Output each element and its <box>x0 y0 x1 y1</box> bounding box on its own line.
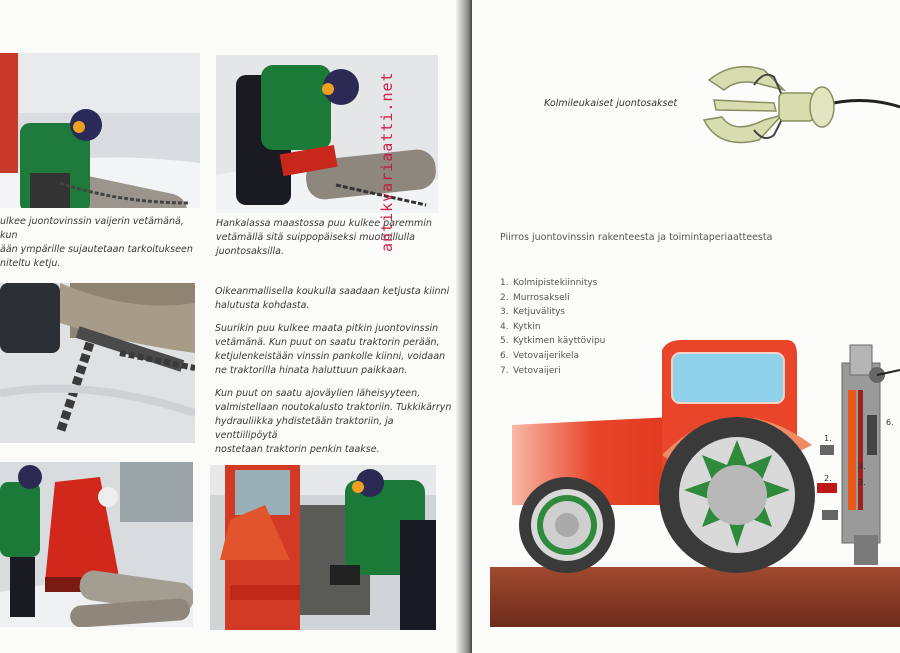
winch-frame <box>817 345 900 565</box>
photo-winch-logs <box>0 462 193 627</box>
rear-wheel <box>659 417 815 573</box>
front-wheel <box>519 477 615 573</box>
legend-item: 3. Ketjuvälitys <box>500 307 566 318</box>
legend-item: 7. Vetovaijeri <box>500 365 561 376</box>
legend-item: 6. Vetovaijerikela <box>500 350 580 361</box>
marker-6: 6. <box>886 418 894 427</box>
marker-3: 3. <box>858 478 866 487</box>
photo-worker-chain-log <box>0 53 200 208</box>
photo-worker-tongs <box>216 55 438 213</box>
right-page <box>472 0 900 653</box>
marker-1: 1. <box>824 434 832 443</box>
tongs-caption: Kolmileukaiset juontosakset <box>544 98 678 109</box>
photo-chain-hook <box>0 283 195 443</box>
ground <box>490 567 900 627</box>
legend-item: 4. Kytkin <box>500 321 541 332</box>
caption-tongs: Hankalassa maastossa puu kulkee paremmin vetämällä sitä suippopäiseksi muotoillulla juontosaksilla. <box>216 218 432 257</box>
tractor-winch-diagram <box>472 335 900 635</box>
marker-4: 4. <box>858 462 866 471</box>
legend-item: 2. Murrosakseli <box>500 292 570 303</box>
legend-item: 5. Kytkimen käyttövipu <box>500 336 606 347</box>
body-text: Oikeanmallisella koukulla saadaan ketjusta kiinni halutusta kohdasta. Suurikin puu kulkee maata pitkin juontovinssin vetämänä. Kun puut on saatu traktorin perään, ketjulenkeistään vinssin pankolle kiinni, voidaan ne traktorilla hinata haluttuun paikkaan. Kun puut on saatu ajoväylien läheisyyteen, valmistellaan noutokalusto traktoriin. Tukkikärryn hydrauliikka yhdistetään traktoriin, ja venttiilipöytä nostetaan traktorin penkin taakse. <box>215 286 452 455</box>
legend-item: 1. Kolmipistekiinnitys <box>500 278 598 288</box>
tongs-illustration <box>694 55 900 165</box>
watermark: antikvariaatti.net <box>378 71 396 252</box>
photo-tractor-cab <box>210 465 436 630</box>
diagram-title: Piirros juontovinssin rakenteesta ja toimintaperiaatteesta <box>500 232 773 243</box>
cab-window <box>672 353 784 403</box>
caption-chain-log: ulkee juontovinssin vaijerin vetämänä, kun ään ympärille sujautetaan tarkoitukseen niteltu ketju. <box>0 216 193 269</box>
marker-2: 2. <box>824 474 832 483</box>
